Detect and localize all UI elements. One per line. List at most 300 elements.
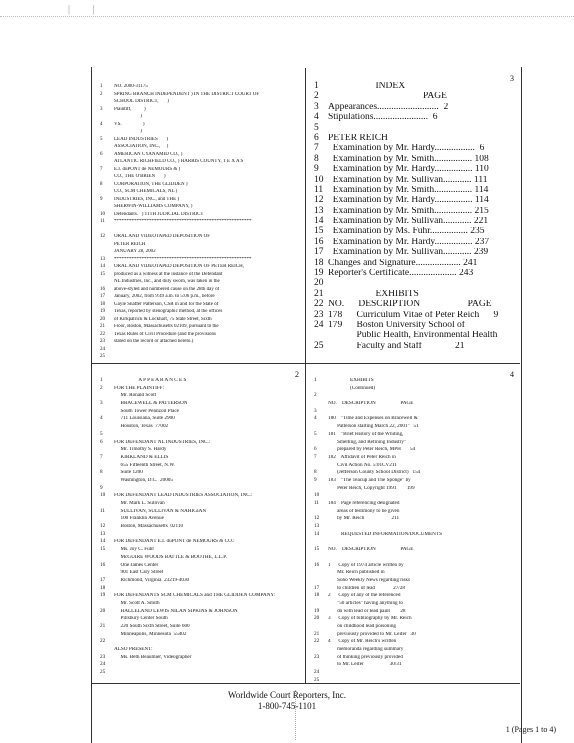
transcript-line (314, 124, 516, 134)
line-number: 4 (314, 112, 319, 123)
transcript-line (100, 578, 302, 586)
transcript-line (314, 601, 516, 609)
line-text: JANUARY 28, 2002 (114, 249, 156, 254)
transcript-line (314, 134, 516, 144)
transcript-line (314, 578, 516, 586)
line-text: Plaintiff, ) (114, 106, 146, 112)
line-text: NO. DESCRIPTION PAGE (328, 300, 492, 310)
transcript-line (314, 570, 516, 578)
transcript-line (100, 670, 302, 678)
transcript-line (314, 144, 516, 154)
transcript-line (100, 609, 302, 617)
line-number: 21 (100, 324, 105, 329)
page-2-panel (92, 364, 306, 684)
transcript-line (100, 586, 302, 594)
line-number: 17 (100, 294, 105, 299)
line-text: A P P E A R A N C E S (114, 378, 187, 383)
line-text: PETER REICH (328, 133, 388, 143)
line-text: Examination by Mr. Smith................ 114 (328, 185, 489, 195)
line-text: SCHOOL DISTRICT, ) (114, 99, 169, 104)
transcript-line (314, 678, 516, 684)
transcript-line (100, 409, 302, 417)
line-number: 15 (100, 271, 105, 277)
line-text: NL Industries, Inc., and duly sworn, was taken in the (114, 279, 220, 284)
line-text: AMERICAN CYANAMID CO., ) (114, 151, 183, 157)
line-text: PAGE (328, 92, 447, 102)
transcript-line (100, 547, 302, 555)
line-text: Examination by Mr. Hardy................. 6 (328, 144, 485, 154)
transcript-line (100, 107, 300, 115)
line-text: Soho Weekly News regarding risks (328, 577, 411, 583)
line-number: 2 (314, 392, 317, 399)
transcript-line (314, 165, 516, 175)
line-number: 3 (100, 106, 103, 112)
line-text: Suite 1200 (114, 470, 143, 476)
line-number: 13 (314, 523, 320, 530)
transcript-line (314, 113, 516, 123)
page-2-lines (100, 378, 302, 678)
transcript-line (314, 409, 516, 417)
line-text: Ms. Beth Beaumier, Videographer (114, 654, 192, 660)
line-number: 23 (314, 309, 324, 320)
transcript-line (100, 354, 300, 362)
line-number: 13 (100, 530, 106, 537)
line-number: 4 (100, 415, 103, 422)
line-text: NO. 2000-31175 (114, 84, 148, 89)
line-number: 2 (100, 91, 103, 97)
line-text: FOR DEFENDANT LEAD INDUSTRIES ASSOCIATION, INC.: (114, 493, 253, 499)
line-number: 14 (100, 264, 105, 269)
line-text: stated on the record or attached hereto.) (114, 339, 194, 344)
line-text: One James Center (114, 562, 159, 568)
line-number: 15 (100, 546, 106, 553)
line-number: 3 (314, 407, 317, 414)
line-number: 7 (100, 166, 103, 172)
line-number: 10 (314, 492, 320, 499)
line-number: 19 (100, 309, 105, 314)
transcript-line (100, 393, 302, 401)
page-4-lines (314, 378, 516, 684)
line-number: 5 (314, 430, 317, 437)
line-number: 9 (314, 164, 319, 175)
transcript-line (100, 601, 302, 609)
transcript-line (100, 302, 300, 310)
transcript-line (314, 155, 516, 165)
transcript-line (314, 331, 516, 341)
line-number: 20 (100, 316, 105, 322)
line-number: 25 (314, 676, 320, 683)
line-number: 15 (314, 226, 324, 237)
line-number: 10 (100, 492, 106, 499)
transcript-line (100, 182, 300, 190)
line-number: 5 (100, 430, 103, 437)
transcript-line (100, 593, 302, 601)
line-text: (Continued) (328, 385, 376, 391)
transcript-line (100, 655, 302, 663)
footer-company: Worldwide Court Reporters, Inc. (228, 690, 346, 700)
transcript-line (100, 317, 300, 325)
line-text: to children of lead 27/28 (328, 585, 405, 591)
page-number: 3 (510, 74, 514, 83)
line-text: SULLIVAN, SULLIVAN & NAHIGIAN (114, 508, 207, 514)
line-number: 23 (314, 653, 320, 660)
line-text: SHERWIN-WILLIAMS COMPANY, ) (114, 204, 193, 209)
transcript-line (314, 217, 516, 227)
line-text: Examination by Mr. Sullivan............ 221 (328, 217, 489, 227)
transcript-line (314, 486, 516, 494)
transcript-line (314, 463, 516, 471)
line-number: 16 (100, 286, 105, 292)
line-text: to Mr. Leifer 30/31 (328, 662, 402, 668)
transcript-line (314, 501, 516, 509)
line-text: Smelting, and Refining Industry" (328, 439, 407, 445)
line-text: INDUSTRIES, INC., and THE ) (114, 196, 180, 202)
transcript-line (100, 234, 300, 242)
line-text: by Mr. Reich 211 (328, 516, 400, 522)
transcript-line (100, 257, 300, 265)
line-text: 100 Franklin Avenue (114, 516, 164, 522)
line-text: CORPORATION, THE GLIDDEN ) (114, 181, 188, 187)
transcript-line (314, 300, 516, 310)
line-number: 17 (100, 576, 106, 583)
line-text: South Tower Pennzoil Place (114, 408, 179, 414)
line-text: prepared by Peter Reich, MPH 54 (328, 447, 416, 453)
line-number: 8 (100, 469, 103, 476)
footer-phone: 1-800-745-1101 (257, 701, 317, 711)
transcript-line (100, 249, 300, 257)
line-text: 184 Page referencing designated (328, 501, 400, 506)
transcript-line (314, 493, 516, 501)
line-text: 2 Copy of any of the referenced (328, 593, 401, 599)
line-number: 12 (100, 523, 106, 530)
transcript-line (100, 84, 300, 92)
transcript-line (100, 264, 300, 272)
line-text: ******************************************************* (114, 256, 252, 262)
transcript-line (314, 478, 516, 486)
line-text: Texas Rules of Civil Procedure (and the provisions (114, 331, 216, 337)
transcript-line (100, 324, 300, 332)
line-text: SPRING BRANCH INDEPENDENT ) IN THE DISTRICT COURT OF (114, 91, 260, 97)
transcript-line (314, 176, 516, 186)
line-number: 19 (314, 268, 324, 279)
transcript-line (314, 524, 516, 532)
line-text: VS. ) (114, 121, 145, 127)
line-text: Boston, Massachusetts 02110 (114, 524, 184, 530)
transcript-line (100, 204, 300, 212)
page-number: 4 (510, 370, 514, 379)
line-number: 22 (100, 331, 105, 337)
line-number: 20 (314, 278, 324, 289)
line-text: ORAL AND VIDEOTAPED DEPOSITION OF (114, 234, 210, 239)
line-text: Examination by Mr. Smith................ 215 (328, 206, 489, 216)
line-number: 12 (314, 515, 320, 522)
line-text: ) (114, 129, 142, 134)
transcript-line (100, 532, 302, 540)
line-number: 20 (314, 615, 320, 622)
transcript-line (314, 432, 516, 440)
transcript-line (100, 624, 302, 632)
line-number: 11 (100, 507, 105, 514)
line-text: PETER REICH (114, 241, 146, 247)
page-1-panel (92, 68, 306, 364)
transcript-line (100, 432, 302, 440)
transcript-line (100, 242, 300, 250)
transcript-line (314, 547, 516, 555)
transcript-line (314, 609, 516, 617)
line-text: Examination by Mr. Hardy................ 110 (328, 165, 489, 175)
line-number: 25 (100, 669, 106, 676)
line-text: FOR THE PLAINTIFF: (114, 385, 165, 391)
line-text: on childhood lead poisoning (328, 624, 397, 629)
line-text: HALLELAND LEWIS NILAN SIPKINS & JOHNSON (114, 608, 238, 614)
line-number: 7 (314, 143, 319, 154)
line-text: Ms. Joy C. Fuhr (114, 547, 155, 553)
transcript-line (314, 227, 516, 237)
transcript-line (314, 269, 516, 279)
line-text: "50 articles" having anything to (328, 600, 403, 606)
transcript-line (314, 647, 516, 655)
line-number: 2 (314, 91, 319, 102)
line-text: Examination by Mr. Sullivan............ 111 (328, 175, 488, 185)
line-number: 24 (314, 319, 324, 330)
line-text: ATLANTIC RICHFIELD CO., ) HARRIS COUNTY, T E X A S (114, 159, 244, 164)
line-text: FOR DEFENDANT NL INDUSTRIES, INC.: (114, 439, 211, 445)
transcript-line (314, 321, 516, 331)
transcript-line (314, 593, 516, 601)
line-text: Examination by Ms. Fuhr................ 235 (328, 227, 485, 237)
transcript-line (100, 159, 300, 167)
transcript-line (100, 647, 302, 655)
line-text: Pillsbury Center South (114, 616, 168, 622)
transcript-line (100, 174, 300, 182)
transcript-line (100, 272, 300, 280)
transcript-line (100, 227, 300, 235)
line-number: 19 (314, 607, 320, 614)
transcript-line (100, 440, 302, 448)
transcript-line (100, 378, 302, 386)
top-divider (0, 16, 574, 17)
line-text: Reporter's Certificate.................... 243 (328, 269, 474, 279)
line-number: 16 (314, 561, 320, 568)
line-text: KIRKLAND & ELLIS (114, 454, 169, 460)
line-text: CO., SCM CHEMICALS, NL ) (114, 189, 178, 194)
transcript-line (100, 463, 302, 471)
line-number: 21 (314, 630, 320, 637)
transcript-line (100, 152, 300, 160)
line-text: Richmond, Virginia 23219-4030 (114, 577, 190, 583)
transcript-line (100, 539, 302, 547)
transcript-line (100, 279, 300, 287)
line-number: 24 (100, 346, 105, 352)
transcript-line (100, 332, 300, 340)
line-number: 16 (100, 561, 106, 568)
line-text: January, 2002, from 9:49 a.m. to 5:06 p.m., before (114, 294, 215, 299)
line-number: 2 (100, 384, 103, 391)
line-text: 181 "Brief History of the Whiting, (328, 431, 404, 437)
line-number: 14 (100, 538, 106, 545)
transcript-line (100, 122, 300, 130)
transcript-line (314, 539, 516, 547)
line-number: 21 (314, 288, 324, 299)
line-text: areas of testimony to be given (328, 508, 400, 514)
transcript-line (314, 207, 516, 217)
transcript-line (314, 259, 516, 269)
transcript-line (314, 563, 516, 571)
line-number: 12 (100, 234, 105, 239)
line-text: Mr. Mark L. Sullivan (114, 501, 165, 506)
line-text: Texas, reported by stenographic method, at the offices (114, 309, 223, 314)
page-number: 2 (295, 370, 299, 379)
transcript-line (100, 555, 302, 563)
line-text: EXHIBITS (328, 289, 419, 299)
line-text: Peter Reich, Copyright 1991 199 (328, 485, 415, 491)
line-number: 13 (314, 205, 324, 216)
transcript-line (314, 624, 516, 632)
line-number: 15 (314, 546, 320, 553)
line-text: do with lead or lead paint 28 (328, 608, 406, 614)
line-number: 8 (314, 469, 317, 476)
transcript-line (100, 563, 302, 571)
line-number: 3 (314, 101, 319, 112)
transcript-line (100, 99, 300, 107)
transcript-line (100, 416, 302, 424)
transcript-line (314, 92, 516, 102)
footer (0, 690, 574, 712)
line-text: Mr. Ronald Scott (114, 393, 157, 399)
line-text: Examination by Mr. Smith................ 108 (328, 154, 489, 164)
header-marks: | | (68, 4, 105, 15)
line-text: Public Health, Environmental Health (328, 331, 498, 341)
transcript-line (100, 424, 302, 432)
line-number: 5 (100, 136, 103, 142)
transcript-line (314, 555, 516, 563)
line-text: ORAL AND VIDEOTAPED DEPOSITION OF PETER REICH, (114, 264, 245, 269)
line-number: 22 (314, 638, 320, 645)
line-number: 5 (314, 122, 319, 133)
line-text: 220 South Sixth Street, Suite 600 (114, 624, 190, 629)
line-text: E.I. duPONT de NEMOURS & ) (114, 166, 181, 172)
line-text: INDEX (328, 82, 406, 91)
line-number: 23 (100, 339, 105, 344)
line-number: 13 (100, 256, 105, 262)
transcript-line (100, 294, 300, 302)
line-text: ) (114, 114, 142, 119)
line-text: Minneapolis, Minnesota 55402 (114, 631, 187, 637)
line-number: 7 (100, 453, 103, 460)
transcript-line (314, 447, 516, 455)
transcript-line (100, 114, 300, 122)
transcript-line (314, 440, 516, 448)
line-text: Appearances.......................... 2 (328, 102, 449, 112)
line-text: NO. DESCRIPTION PAGE (328, 547, 414, 553)
transcript-line (314, 186, 516, 196)
transcript-line (314, 393, 516, 401)
line-text: FOR DEFENDANTS SCM CHEMICALS and THE GLIDDEN COMPANY: (114, 593, 276, 599)
footer-page-range: 1 (Pages 1 to 4) (505, 725, 556, 734)
line-number: 1 (100, 84, 103, 89)
line-number: 20 (100, 607, 106, 614)
line-number: 24 (100, 661, 106, 668)
transcript-line (314, 378, 516, 386)
line-text: previously provided to Mr. Leifer 30 (328, 631, 416, 637)
line-number: 18 (100, 301, 105, 307)
line-text: NO. DESCRIPTION PAGE (328, 401, 414, 407)
transcript-line (314, 586, 516, 594)
transcript-line (314, 670, 516, 678)
line-text: FOR DEFENDANT E.I. duPONT de NEMOURS & CO.: (114, 539, 235, 545)
transcript-line (100, 662, 302, 670)
transcript-line (100, 470, 302, 478)
transcript-line (314, 416, 516, 424)
transcript-line (314, 470, 516, 478)
line-text: Defendants. ) 11TH JUDICIAL DISTRICT (114, 211, 204, 217)
transcript-line (100, 509, 302, 517)
transcript-line (100, 632, 302, 640)
line-number: 6 (314, 446, 317, 453)
line-text: Civil Action No. 5:01CV211 (328, 462, 397, 468)
line-number: 25 (314, 340, 324, 351)
page-3-panel (306, 68, 520, 364)
line-number: 14 (314, 530, 320, 537)
line-number: 11 (100, 219, 105, 224)
line-number: 10 (100, 211, 105, 217)
transcript-line (100, 339, 300, 347)
line-text: 4 Copy of Mr. Reich's written (328, 639, 397, 645)
line-text: memoranda regarding summary (328, 647, 404, 653)
line-number: 23 (100, 653, 106, 660)
transcript-line (314, 311, 516, 321)
line-text: 711 Louisiana, Suite 2900 (114, 416, 175, 422)
line-text: REQUESTED INFORMATION/DOCUMENTS (328, 531, 442, 537)
transcript-line (314, 616, 516, 624)
transcript-line (100, 129, 300, 137)
line-number: 6 (314, 132, 319, 143)
transcript-line (314, 532, 516, 540)
transcript-line (314, 279, 516, 289)
line-text: Mr. Scott A. Smith (114, 600, 160, 606)
transcript-line (314, 103, 516, 113)
line-text: above-styled and numbered cause on the 28th day of (114, 286, 220, 292)
line-text: ******************************************************* (114, 219, 252, 224)
line-number: 3 (100, 400, 103, 407)
line-text: Mr. Reich published in (328, 570, 385, 576)
line-text: (Jefferson County School District) 154 (328, 470, 421, 476)
transcript-line (100, 616, 302, 624)
transcript-line (314, 401, 516, 409)
line-number: 4 (314, 415, 317, 422)
line-text: of Kirkpatrick & Lockhart, 75 State Street, Sixth (114, 316, 212, 322)
line-number: 9 (314, 476, 317, 483)
transcript-line (100, 501, 302, 509)
line-text: ALSO PRESENT: (114, 647, 153, 653)
transcript-line (314, 342, 516, 352)
line-number: 22 (314, 299, 324, 310)
page-3-lines (314, 82, 516, 352)
page-1-lines (100, 84, 300, 362)
line-number: 1 (100, 377, 103, 383)
transcript-line (100, 455, 302, 463)
line-text: of thinking previously provided (328, 654, 403, 660)
transcript-line (314, 82, 516, 92)
line-number: 14 (314, 216, 324, 227)
line-number: 10 (314, 174, 324, 185)
line-text: CO., THE O'BRIEN ) (114, 174, 166, 179)
transcript-line (100, 516, 302, 524)
transcript-line (314, 196, 516, 206)
transcript-line (314, 655, 516, 663)
line-number: 7 (314, 453, 317, 460)
transcript-line (100, 212, 300, 220)
